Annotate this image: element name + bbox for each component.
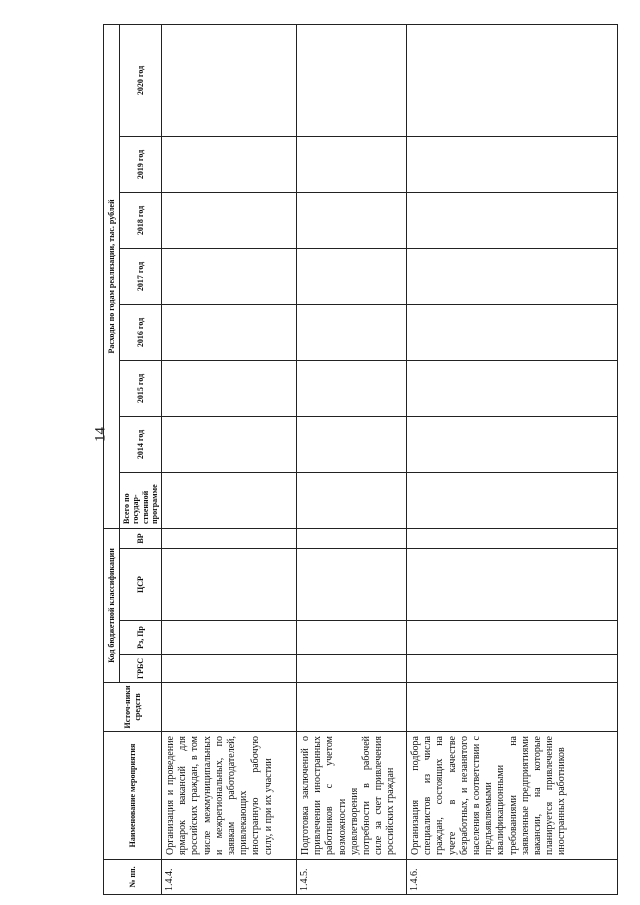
cell-vr xyxy=(297,528,407,548)
header-rzpr: Рз, Пр xyxy=(120,621,162,655)
header-year-2015: 2015 год xyxy=(120,360,162,416)
cell-2019 xyxy=(407,136,618,192)
expense-table xyxy=(103,24,618,895)
header-grbs: ГРБС xyxy=(120,655,162,683)
cell-grbs xyxy=(297,655,407,683)
header-vr: ВР xyxy=(120,528,162,548)
header-year-2017: 2017 год xyxy=(120,248,162,304)
cell-2017 xyxy=(162,248,297,304)
cell-source xyxy=(297,683,407,732)
row-name: Организация подбора специалистов из числа граждан, состоящих на учете в качестве безработных, и незанятого населения в соответствии с предъявляемыми квалификационными требованиями на заявленные предприятиями вакансии, на которые планируется привлечение иностранных работников xyxy=(407,732,618,860)
cell-csr xyxy=(162,549,297,621)
cell-rzpr xyxy=(162,621,297,655)
cell-2016 xyxy=(162,304,297,360)
cell-2016 xyxy=(407,304,618,360)
cell-2020 xyxy=(407,24,618,136)
row-name: Организация и проведение ярмарок вакансий для российских граждан, в том числе межмуниципальных и межрегиональных, по заявкам работодателей, привлекающих иностранную рабочую силу, и при их участии xyxy=(162,732,297,860)
header-year-2020: 2020 год xyxy=(120,24,162,136)
header-year-2014: 2014 год xyxy=(120,416,162,472)
header-num: № пп. xyxy=(104,860,162,895)
row-num: 1.4.4. xyxy=(162,860,297,895)
cell-2018 xyxy=(162,192,297,248)
header-csr: ЦСР xyxy=(120,549,162,621)
row-num: 1.4.5. xyxy=(297,860,407,895)
header-year-2018: 2018 год xyxy=(120,192,162,248)
cell-csr xyxy=(407,549,618,621)
header-year-2019: 2019 год xyxy=(120,136,162,192)
cell-source xyxy=(407,683,618,732)
cell-csr xyxy=(297,549,407,621)
cell-2015 xyxy=(407,360,618,416)
cell-2019 xyxy=(162,136,297,192)
header-year-2016: 2016 год xyxy=(120,304,162,360)
cell-vr xyxy=(162,528,297,548)
cell-2017 xyxy=(407,248,618,304)
cell-2016 xyxy=(297,304,407,360)
row-name: Подготовка заключений о привлечении иностранных работников с учетом возможности удовлетворения потребности в рабочей силе за счет привлечения российских граждан xyxy=(297,732,407,860)
cell-grbs xyxy=(162,655,297,683)
row-num: 1.4.6. xyxy=(407,860,618,895)
cell-2017 xyxy=(297,248,407,304)
cell-2014 xyxy=(407,416,618,472)
header-total: Всего по государ-ственной программе xyxy=(120,472,162,528)
page-number: 14 xyxy=(92,427,109,442)
cell-rzpr xyxy=(297,621,407,655)
cell-source xyxy=(162,683,297,732)
cell-2018 xyxy=(407,192,618,248)
cell-rzpr xyxy=(407,621,618,655)
cell-vr xyxy=(407,528,618,548)
header-source: Источ-ники средств xyxy=(104,683,162,732)
expense-table-sheet xyxy=(103,25,618,895)
header-name: Наименование мероприятия xyxy=(104,732,162,860)
cell-2020 xyxy=(297,24,407,136)
cell-total xyxy=(162,472,297,528)
cell-2020 xyxy=(162,24,297,136)
cell-total xyxy=(407,472,618,528)
cell-2019 xyxy=(297,136,407,192)
cell-2018 xyxy=(297,192,407,248)
header-classification: Код бюджетной классификации xyxy=(104,528,120,682)
header-expenses: Расходы по годам реализации, тыс. рублей xyxy=(104,24,120,528)
cell-2015 xyxy=(297,360,407,416)
table-row xyxy=(162,24,297,894)
table-row xyxy=(407,24,618,894)
cell-2014 xyxy=(297,416,407,472)
cell-total xyxy=(297,472,407,528)
cell-2015 xyxy=(162,360,297,416)
cell-grbs xyxy=(407,655,618,683)
cell-2014 xyxy=(162,416,297,472)
table-row xyxy=(297,24,407,894)
